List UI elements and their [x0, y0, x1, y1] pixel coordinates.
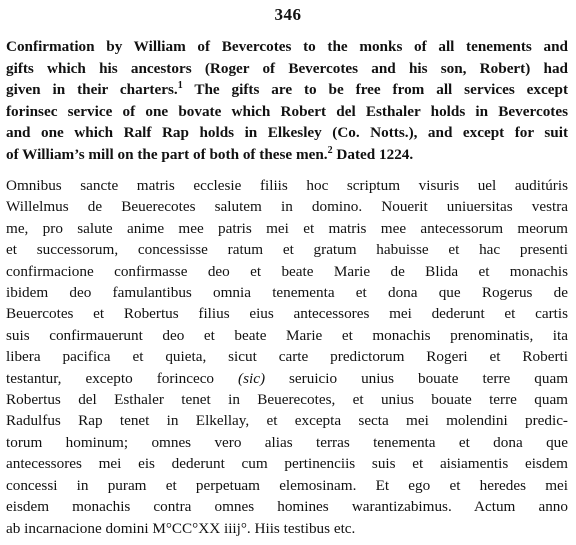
heading-text: of William’s mill on the part of both of these men.	[6, 145, 328, 163]
heading-line: gifts which his ancestors (Roger of Bevercotes and his son, Robert) had	[6, 59, 568, 77]
heading-line: Confirmation by William of Bevercotes to the monks of all tenements and	[6, 38, 568, 55]
body-line: eisdem monachis contra omnes homines warantizabimus. Actum anno	[6, 498, 568, 516]
footnote-marker[interactable]: 2	[327, 144, 333, 156]
charter-latin-text	[6, 175, 568, 539]
sic-annotation: (sic)	[238, 369, 266, 387]
body-line: Willelmus de Beuerecotes salutem in domino. Nouerit uniuersitas vestra	[6, 198, 568, 216]
heading-line: forinsec service of one bovate which Robert del Esthaler holds in Bevercotes	[6, 102, 568, 120]
footnote-marker[interactable]: 1	[177, 80, 183, 92]
body-text: testantur, excepto forinceco	[6, 369, 239, 387]
heading-line: and one which Ralf Rap holds in Elkesley (Co. Notts.), and except for suit	[6, 124, 568, 142]
body-line: me, pro salute anime mee patris mei et matris mee antecessorum meorum	[6, 219, 568, 237]
body-line: Omnibus sancte matris ecclesie filiis hoc scriptum visuris uel auditúris	[6, 177, 568, 194]
heading-text: The gifts are to be free from all services except	[182, 81, 568, 99]
heading-text: given in their charters.	[6, 81, 178, 99]
body-line: torum hominum; omnes vero alias terras tenementa et dona que	[6, 433, 568, 451]
body-line: Beuercotes et Robertus filius eius antecessores mei dederunt et cartis	[6, 305, 568, 323]
page-number: 346	[274, 5, 302, 24]
body-line	[6, 368, 568, 389]
body-line: libera pacifica et quieta, sicut carte predictorum Rogeri et Roberti	[6, 348, 568, 366]
body-line: Radulfus Rap tenet in Elkellay, et excepta secta mei molendini predic-	[6, 412, 568, 430]
body-line: ibidem deo famulantibus omnia tenementa et dona que Rogerus de	[6, 284, 568, 302]
body-line: confirmacione confirmasse deo et beate Marie de Blida et monachis	[6, 262, 568, 280]
heading-line	[6, 144, 568, 166]
charter-summary-heading	[6, 36, 568, 166]
body-line: et successorum, concessisse ratum et gratum habuisse et hac presenti	[6, 241, 568, 259]
heading-line	[6, 79, 568, 101]
body-text: seruicio unius bouate terre quam	[265, 369, 569, 387]
body-line: suis confirmauerunt deo et beate Marie et monachis prenominatis, ita	[6, 326, 568, 344]
body-line: ab incarnacione domini M°CC°XX iiij°. Hiis testibus etc.	[6, 519, 356, 537]
body-line: Robertus del Esthaler tenet in Beuerecotes, et unius bouate terre quam	[6, 391, 568, 409]
body-line: concessi in puram et perpetuam elemosinam. Et ego et heredes mei	[6, 476, 568, 494]
heading-text: Dated 1224.	[332, 145, 414, 163]
body-line: antecessores mei eis dederunt cum pertinenciis suis et aisiamentis eisdem	[6, 455, 568, 473]
